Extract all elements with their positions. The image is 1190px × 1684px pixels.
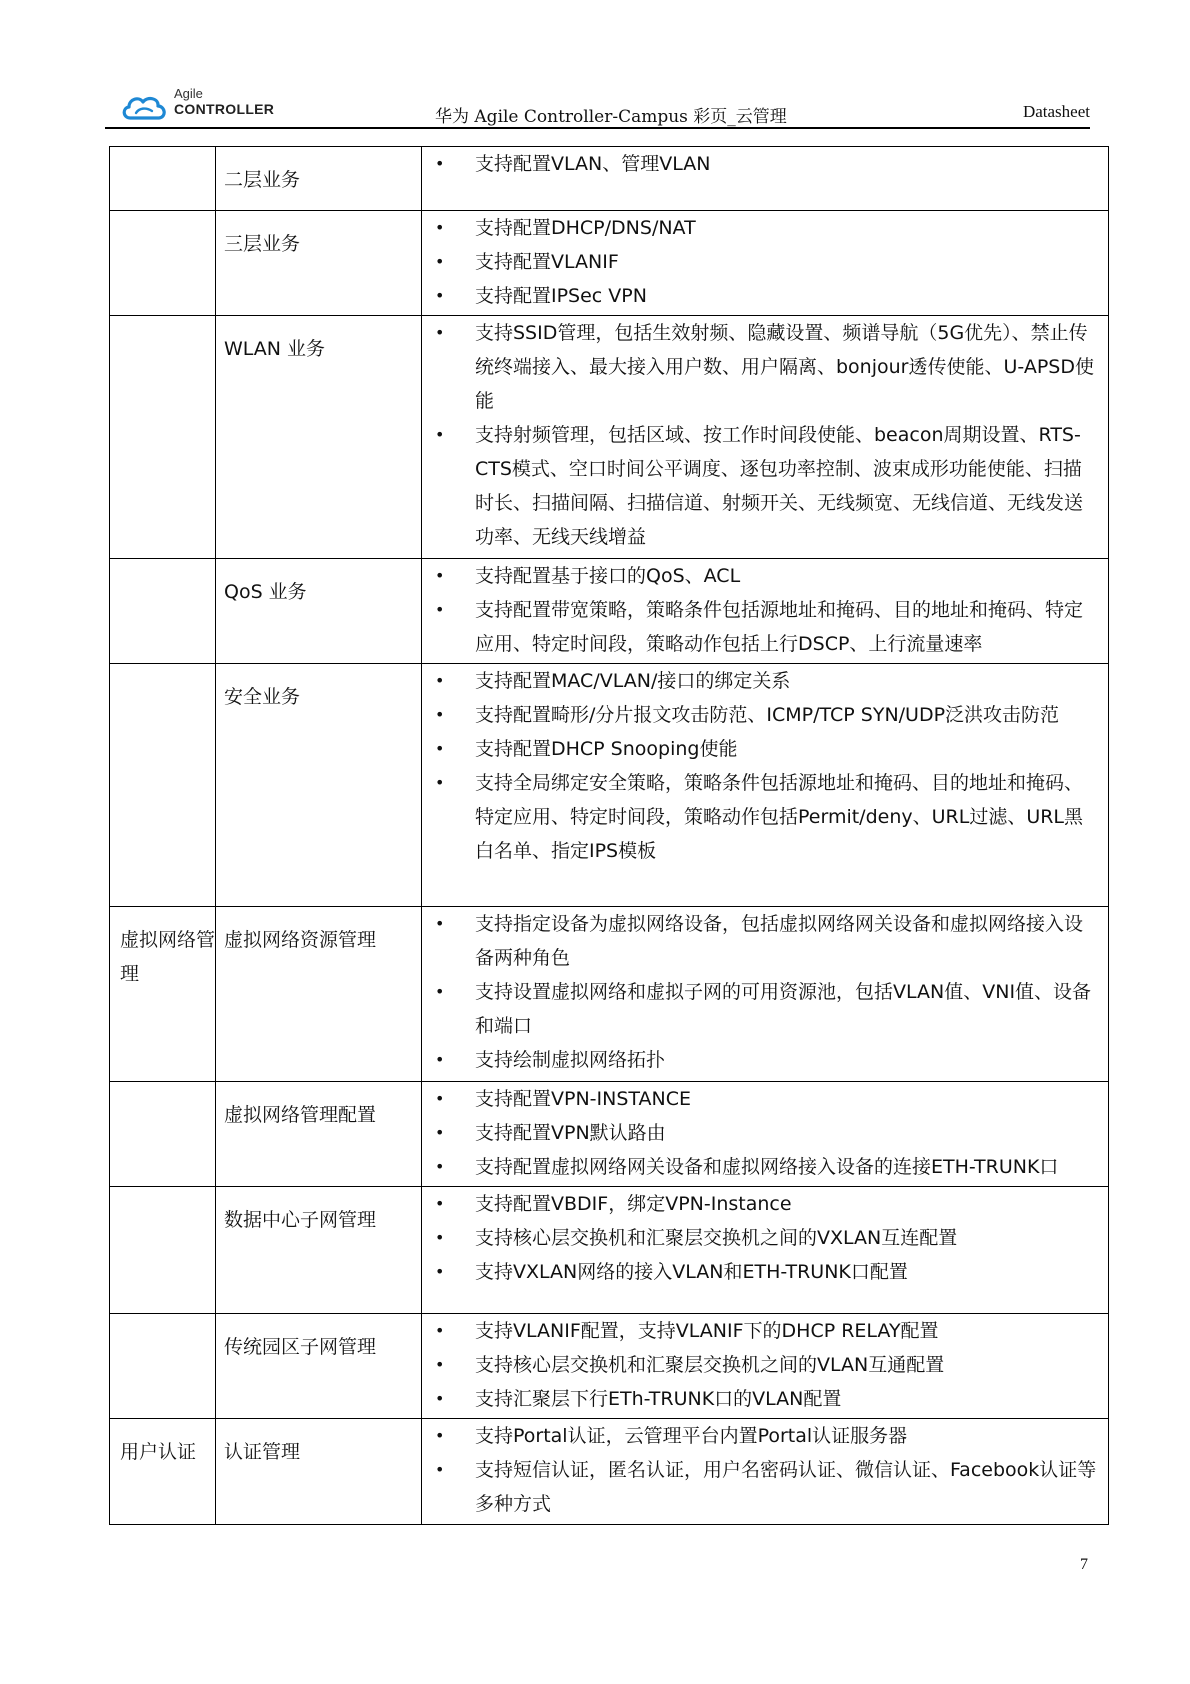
feature-text: 支持核心层交换机和汇聚层交换机之间的VXLAN互连配置 <box>475 1227 958 1249</box>
feature-list <box>422 1419 1108 1523</box>
feature-item <box>422 664 1100 698</box>
bullet-icon: • <box>435 1089 445 1108</box>
category-label: 用户认证 <box>120 1441 197 1463</box>
feature-list <box>422 316 1108 556</box>
feature-text: 支持全局绑定安全策略，策略条件包括源地址和掩码、目的地址和掩码、特定应用、特定时间段，策略动作包括Permit/deny、URL过滤、URL黑白名单、指定IPS模板 <box>475 772 1084 862</box>
bullet-icon: • <box>435 914 445 933</box>
bullet-icon: • <box>435 218 445 237</box>
feature-text: 支持SSID管理，包括生效射频、隐藏设置、频谱导航（5G优先）、禁止传统终端接入、最大接入用户数、用户隔离、bonjour透传使能、U-APSD使能 <box>475 322 1094 412</box>
category-label <box>110 147 215 163</box>
page-number: 7 <box>1080 1556 1088 1573</box>
feature-item <box>422 1150 1100 1184</box>
bullet-icon: • <box>435 1262 445 1281</box>
feature-text: 支持配置带宽策略，策略条件包括源地址和掩码、目的地址和掩码、特定应用、特定时间段，策略动作包括上行DSCP、上行流量速率 <box>475 599 1084 655</box>
feature-text: 支持Portal认证，云管理平台内置Portal认证服务器 <box>475 1425 908 1447</box>
feature-item <box>422 1082 1100 1116</box>
feature-item <box>422 1382 1100 1416</box>
feature-text: 支持核心层交换机和汇聚层交换机之间的VLAN互通配置 <box>475 1354 945 1376</box>
feature-list <box>422 211 1108 315</box>
subcategory-label: QoS 业务 <box>224 581 307 603</box>
bullet-icon: • <box>435 671 445 690</box>
feature-list <box>422 907 1108 1079</box>
feature-item <box>422 147 1100 181</box>
logo-text-controller: CONTROLLER <box>174 101 275 117</box>
document-type: Datasheet <box>1022 102 1090 121</box>
feature-text: 支持配置MAC/VLAN/接口的绑定关系 <box>475 670 791 692</box>
table-row <box>110 1314 1109 1419</box>
subcategory-cell <box>216 1314 422 1419</box>
feature-item <box>422 1314 1100 1348</box>
feature-item <box>422 1221 1100 1255</box>
feature-text: 支持配置虚拟网络网关设备和虚拟网络接入设备的连接ETH-TRUNK口 <box>475 1156 1059 1178</box>
table-row <box>110 559 1109 664</box>
feature-list <box>422 1082 1108 1186</box>
feature-item <box>422 1419 1100 1453</box>
feature-item <box>422 698 1100 732</box>
bullet-icon: • <box>435 252 445 271</box>
logo-text-agile: Agile <box>174 86 203 101</box>
feature-item <box>422 1043 1100 1077</box>
table-row <box>110 664 1109 907</box>
subcategory-cell <box>216 211 422 316</box>
feature-cell <box>422 211 1109 316</box>
feature-cell <box>422 1187 1109 1314</box>
table-row <box>110 907 1109 1082</box>
feature-item <box>422 766 1100 868</box>
feature-item <box>422 1453 1100 1521</box>
feature-item <box>422 245 1100 279</box>
feature-text: 支持指定设备为虚拟网络设备，包括虚拟网络网关设备和虚拟网络接入设备两种角色 <box>475 913 1084 969</box>
feature-list <box>422 1187 1108 1291</box>
feature-item <box>422 732 1100 766</box>
bullet-icon: • <box>435 154 445 173</box>
category-cell <box>110 1314 216 1419</box>
category-cell <box>110 664 216 907</box>
bullet-icon: • <box>435 1426 445 1445</box>
feature-text: 支持短信认证，匿名认证，用户名密码认证、微信认证、Facebook认证等多种方式 <box>475 1459 1097 1515</box>
feature-text: 支持配置VLAN、管理VLAN <box>475 153 711 175</box>
category-cell <box>110 1082 216 1187</box>
feature-list <box>422 1314 1108 1418</box>
bullet-icon: • <box>435 739 445 758</box>
header-divider <box>105 127 1090 129</box>
subcategory-cell <box>216 1419 422 1525</box>
feature-item <box>422 907 1100 975</box>
feature-cell <box>422 1419 1109 1525</box>
bullet-icon: • <box>435 982 445 1001</box>
table-row <box>110 1419 1109 1525</box>
category-label <box>110 316 215 332</box>
subcategory-label: 安全业务 <box>224 686 301 708</box>
category-label: 虚拟网络管理 <box>120 929 216 985</box>
bullet-icon: • <box>435 323 445 342</box>
subcategory-cell <box>216 907 422 1082</box>
bullet-icon: • <box>435 566 445 585</box>
category-label <box>110 211 215 227</box>
feature-text: 支持绘制虚拟网络拓扑 <box>475 1049 666 1071</box>
feature-cell <box>422 316 1109 559</box>
subcategory-label: 虚拟网络管理配置 <box>224 1104 377 1126</box>
feature-cell <box>422 147 1109 211</box>
table-row <box>110 316 1109 559</box>
bullet-icon: • <box>435 1228 445 1247</box>
feature-table <box>109 146 1109 1525</box>
category-cell <box>110 211 216 316</box>
cloud-logo-icon <box>122 94 168 120</box>
feature-text: 支持配置IPSec VPN <box>475 285 647 307</box>
feature-text: 支持VXLAN网络的接入VLAN和ETH-TRUNK口配置 <box>475 1261 908 1283</box>
feature-cell <box>422 1314 1109 1419</box>
category-cell <box>110 316 216 559</box>
feature-text: 支持VLANIF配置，支持VLANIF下的DHCP RELAY配置 <box>475 1320 939 1342</box>
feature-text: 支持配置VPN-INSTANCE <box>475 1088 692 1110</box>
subcategory-cell <box>216 1187 422 1314</box>
category-label <box>110 664 215 680</box>
feature-item <box>422 316 1100 418</box>
subcategory-label: 认证管理 <box>224 1441 301 1463</box>
bullet-icon: • <box>435 1157 445 1176</box>
feature-item <box>422 593 1100 661</box>
subcategory-cell <box>216 316 422 559</box>
bullet-icon: • <box>435 1355 445 1374</box>
subcategory-label: 三层业务 <box>224 233 301 255</box>
bullet-icon: • <box>435 773 445 792</box>
feature-item <box>422 418 1100 554</box>
document-title: 华为 Agile Controller-Campus 彩页_云管理 <box>435 107 787 127</box>
feature-list <box>422 664 1108 870</box>
feature-text: 支持配置VBDIF，绑定VPN-Instance <box>475 1193 792 1215</box>
category-cell <box>110 907 216 1082</box>
category-cell <box>110 1187 216 1314</box>
bullet-icon: • <box>435 286 445 305</box>
feature-item <box>422 279 1100 313</box>
feature-item <box>422 1348 1100 1382</box>
feature-text: 支持配置VLANIF <box>475 251 619 273</box>
category-cell <box>110 559 216 664</box>
feature-text: 支持设置虚拟网络和虚拟子网的可用资源池，包括VLAN值、VNI值、设备和端口 <box>475 981 1092 1037</box>
category-cell <box>110 147 216 211</box>
subcategory-cell <box>216 1082 422 1187</box>
feature-item <box>422 559 1100 593</box>
bullet-icon: • <box>435 1321 445 1340</box>
table-row <box>110 1187 1109 1314</box>
bullet-icon: • <box>435 1389 445 1408</box>
table-row <box>110 211 1109 316</box>
category-label <box>110 1314 215 1330</box>
subcategory-label: WLAN 业务 <box>224 338 326 360</box>
bullet-icon: • <box>435 425 445 444</box>
feature-list <box>422 559 1108 663</box>
feature-text: 支持配置畸形/分片报文攻击防范、ICMP/TCP SYN/UDP泛洪攻击防范 <box>475 704 1060 726</box>
subcategory-cell <box>216 147 422 211</box>
subcategory-label: 二层业务 <box>224 169 301 191</box>
table-row <box>110 147 1109 211</box>
category-label <box>110 1187 215 1203</box>
feature-item <box>422 1187 1100 1221</box>
feature-list <box>422 147 1108 183</box>
subcategory-label: 虚拟网络资源管理 <box>224 929 377 951</box>
bullet-icon: • <box>435 1194 445 1213</box>
feature-cell <box>422 559 1109 664</box>
feature-cell <box>422 907 1109 1082</box>
feature-item <box>422 1255 1100 1289</box>
feature-text: 支持配置DHCP Snooping使能 <box>475 738 738 760</box>
bullet-icon: • <box>435 1123 445 1142</box>
subcategory-label: 传统园区子网管理 <box>224 1336 377 1358</box>
bullet-icon: • <box>435 1050 445 1069</box>
feature-item <box>422 211 1100 245</box>
feature-text: 支持配置基于接口的QoS、ACL <box>475 565 741 587</box>
bullet-icon: • <box>435 1460 445 1479</box>
agile-controller-logo <box>122 84 282 122</box>
bullet-icon: • <box>435 600 445 619</box>
subcategory-cell <box>216 559 422 664</box>
category-label <box>110 1082 215 1098</box>
feature-text: 支持配置DHCP/DNS/NAT <box>475 217 696 239</box>
subcategory-label: 数据中心子网管理 <box>224 1209 377 1231</box>
feature-item <box>422 1116 1100 1150</box>
subcategory-cell <box>216 664 422 907</box>
table-row <box>110 1082 1109 1187</box>
feature-cell <box>422 1082 1109 1187</box>
feature-cell <box>422 664 1109 907</box>
page-header <box>105 84 1090 128</box>
feature-text: 支持射频管理，包括区域、按工作时间段使能、beacon周期设置、RTS-CTS模式、空口时间公平调度、逐包功率控制、波束成形功能使能、扫描时长、扫描间隔、扫描信道、射频开关、无线频宽、无线信道、无线发送功率、无线天线增益 <box>475 424 1084 548</box>
category-cell <box>110 1419 216 1525</box>
category-label <box>110 559 215 575</box>
feature-text: 支持配置VPN默认路由 <box>475 1122 666 1144</box>
feature-text: 支持汇聚层下行ETh-TRUNK口的VLAN配置 <box>475 1388 842 1410</box>
feature-item <box>422 975 1100 1043</box>
bullet-icon: • <box>435 705 445 724</box>
